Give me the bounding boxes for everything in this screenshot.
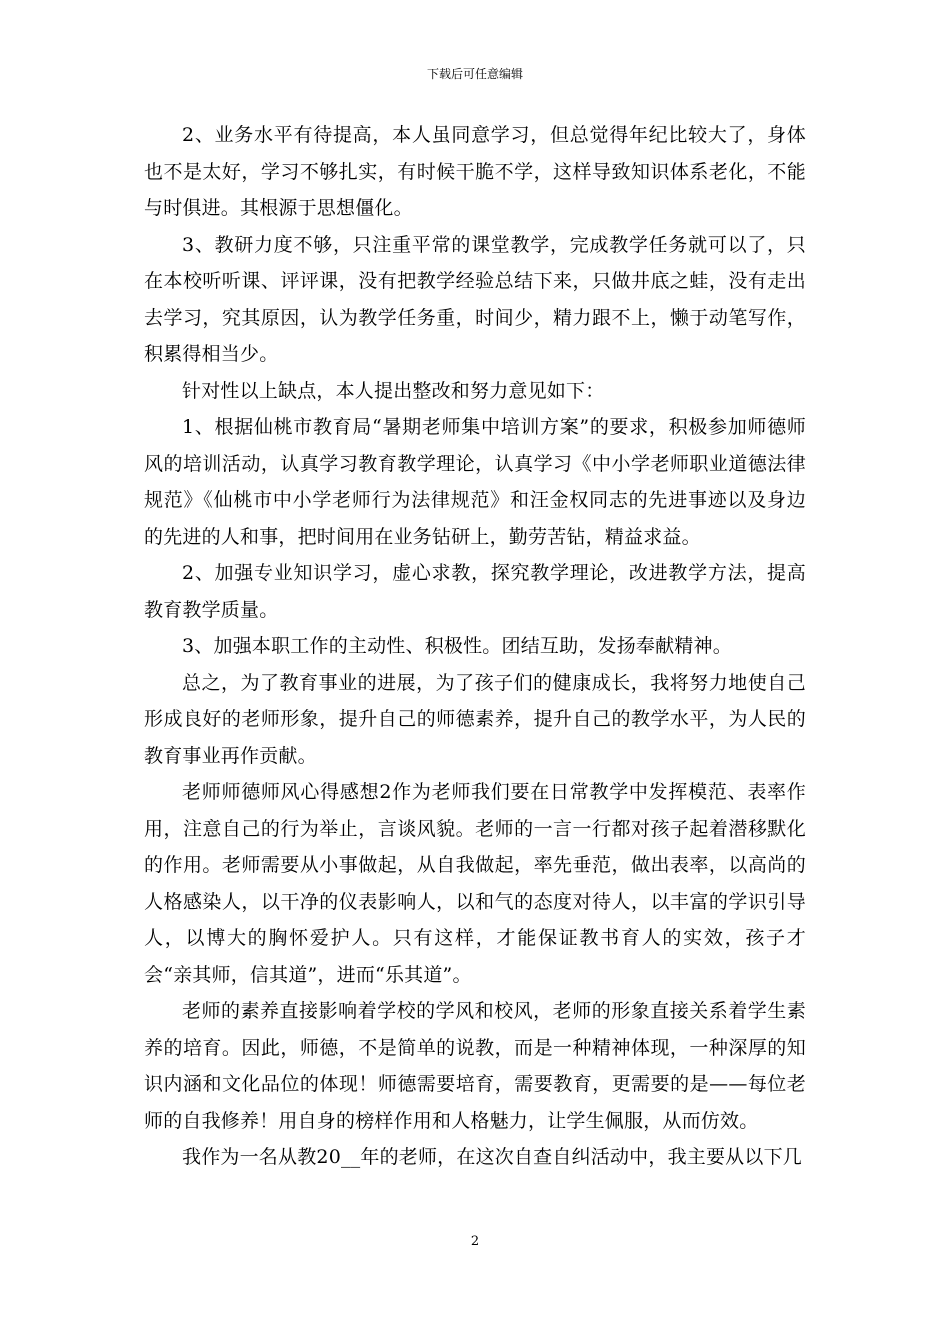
paragraph: 1、根据仙桃市教育局“暑期老师集中培训方案”的要求，积极参加师德师风的培训活动，认真学习教育教学理论，认真学习《中小学老师职业道德法律规范》《仙桃市中小学老师行为法律规范》和汪金权同志的先进事迹以及身边的先进的人和事，把时间用在业务钻研上，勤劳苦钻，精益求益。 — [144, 416, 806, 548]
paragraph: 2、加强专业知识学习，虚心求教，探究教学理论，改进教学方法，提高教育教学质量。 — [144, 562, 806, 621]
paragraph: 我作为一名从教20__年的老师，在这次自查自纠活动中，我主要从以下几 — [182, 1146, 802, 1168]
document-body — [144, 117, 806, 1176]
page-number: 2 — [470, 1234, 480, 1249]
paragraph: 老师师德师风心得感想2作为老师我们要在日常教学中发挥模范、表率作用，注意自己的行为举止，言谈风貌。老师的一言一行都对孩子起着潜移默化的作用。老师需要从小事做起，从自我做起，率先垂范，做出表率，以高尚的人格感染人，以干净的仪表影响人，以和气的态度对待人，以丰富的学识引导人，以博大的胸怀爱护人。只有这样，才能保证教书育人的实效，孩子才会“亲其师，信其道”，进而“乐其道”。 — [144, 781, 806, 986]
paragraph: 2、业务水平有待提高，本人虽同意学习，但总觉得年纪比较大了，身体也不是太好，学习不够扎实，有时候干脆不学，这样导致知识体系老化，不能与时俱进。其根源于思想僵化。 — [144, 124, 806, 219]
paragraph: 老师的素养直接影响着学校的学风和校风，老师的形象直接关系着学生素养的培育。因此，师德，不是简单的说教，而是一种精神体现，一种深厚的知识内涵和文化品位的体现！师德需要培育，需要教育，更需要的是——每位老师的自我修养！用自身的榜样作用和人格魅力，让学生佩服，从而仿效。 — [144, 1000, 806, 1132]
page-header: 下载后可任意编辑 — [426, 67, 523, 81]
paragraph: 总之，为了教育事业的进展，为了孩子们的健康成长，我将努力地使自己形成良好的老师形象，提升自己的师德素养，提升自己的教学水平，为人民的教育事业再作贡献。 — [144, 671, 806, 767]
paragraph: 3、加强本职工作的主动性、积极性。团结互助，发扬奉献精神。 — [182, 635, 732, 657]
paragraph: 针对性以上缺点，本人提出整改和努力意见如下： — [182, 379, 605, 402]
paragraph: 3、教研力度不够，只注重平常的课堂教学，完成教学任务就可以了，只在本校听听课、评评课，没有把教学经验总结下来，只做井底之蛙，没有走出去学习，究其原因，认为教学任务重，时间少，精力跟不上，懒于动笔写作，积累得相当少。 — [144, 233, 806, 365]
